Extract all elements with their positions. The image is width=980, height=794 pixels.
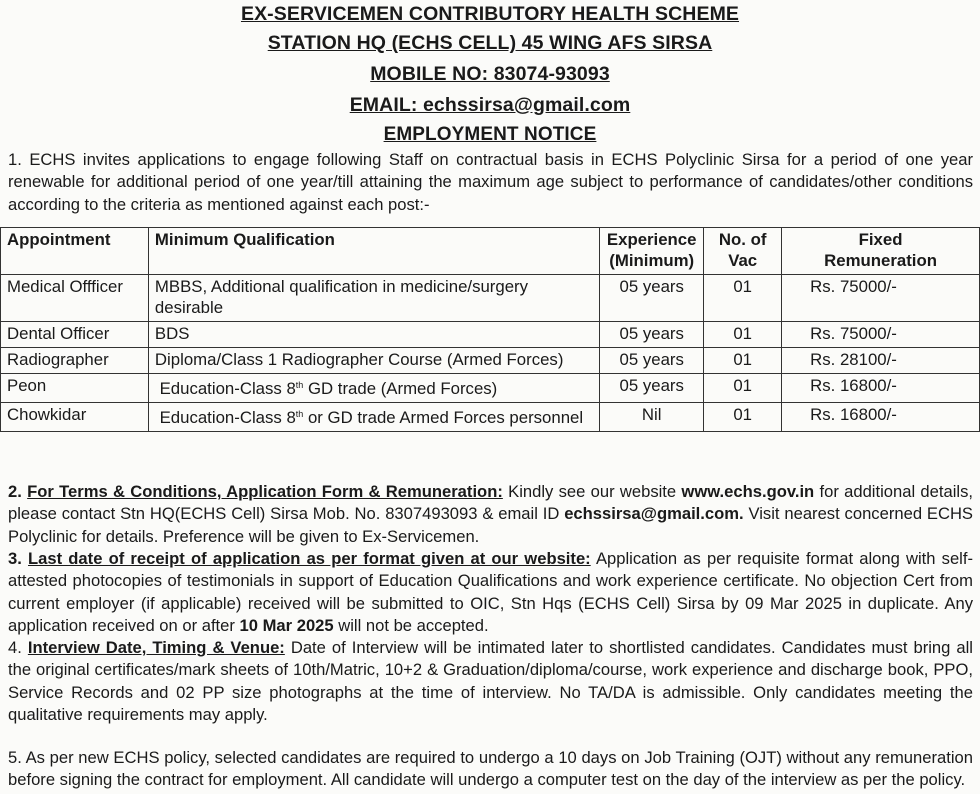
cell-qualification: MBBS, Additional qualification in medicine/surgery desirable [148,275,599,322]
cell-appointment: Peon [1,374,149,403]
cell-qualification: Education-Class 8th GD trade (Armed Forces) [148,374,599,403]
cell-remuneration: Rs. 16800/- [782,403,980,432]
cell-vacancies: 01 [704,348,782,374]
header-qualification: Minimum Qualification [148,228,599,275]
cell-qualification: Diploma/Class 1 Radiographer Course (Armed Forces) [148,348,599,374]
header-remuneration: Fixed Remuneration [782,228,980,275]
interview-heading: Interview Date, Timing & Venue: [27,638,285,657]
header-appointment: Appointment [1,228,149,275]
cell-remuneration: Rs. 75000/- [782,322,980,348]
cell-vacancies: 01 [704,403,782,432]
table-row [1,322,980,348]
cell-vacancies: 01 [704,275,782,322]
terms-heading: For Terms & Conditions, Application Form & Remuneration: [27,482,503,501]
cell-appointment: Chowkidar [1,403,149,432]
table-row [1,348,980,374]
cell-experience: Nil [600,403,704,432]
website-link[interactable]: www.echs.gov.in [681,482,815,501]
cell-remuneration: Rs. 16800/- [782,374,980,403]
cell-qualification: BDS [148,322,599,348]
cell-qualification: Education-Class 8th or GD trade Armed Forces personnel [148,403,599,432]
mobile-number: MOBILE NO: 83074-93093 [370,63,610,85]
cell-remuneration: Rs. 75000/- [782,275,980,322]
station-title: STATION HQ (ECHS CELL) 45 WING AFS SIRSA [267,32,713,54]
email-link[interactable]: echssirsa@gmail.com. [564,504,744,524]
cell-vacancies: 01 [704,322,782,348]
interview-paragraph: 4. Interview Date, Timing & Venue: Date of Interview will be intimated later to shortlisted candidates. Candidates must bring all the original certificates/mark sheets of 10th/Matric, 10+2 & Graduation/diploma/course, work experience and discharge book, PPO, Service Records and 02 PP size photographs at the time of interview. No TA/DA is admissible. Only candidates meeting the qualitative requirements may apply. [8,638,973,724]
table-header-row [1,228,980,275]
cutoff-date: 10 Mar 2025 [239,615,334,635]
header-experience: Experience (Minimum) [600,228,704,275]
cell-experience: 05 years [600,275,704,322]
cell-appointment: Dental Officer [1,322,149,348]
scheme-title: EX-SERVICEMEN CONTRIBUTORY HEALTH SCHEME [240,3,740,25]
email-address: EMAIL: echssirsa@gmail.com [349,94,631,116]
cell-experience: 05 years [600,348,704,374]
last-date-paragraph: 3. Last date of receipt of application as per format given at our website: Application as per requisite format along with self-attested photocopies of testimonials in support of Education Qualifications and work experience certificate. No objection Cert from current employer (if applicable) received will be submitted to OIC, Stn Hqs (ECHS Cell) Sirsa by 09 Mar 2025 in duplicate. Any application received on or after 10 Mar 2025 will not be accepted. [8,549,974,635]
header-vacancies: No. of Vac [704,228,782,275]
cell-experience: 05 years [600,374,704,403]
cell-vacancies: 01 [704,374,782,403]
cell-remuneration: Rs. 28100/- [782,348,980,374]
last-date-heading: Last date of receipt of application as per format given at our website: [28,549,591,568]
terms-paragraph: 2. For Terms & Conditions, Application Form & Remuneration: Kindly see our website www.echs.gov.in for additional details, please contact Stn HQ(ECHS Cell) Sirsa Mob. No. 8307493093 & email ID echssirsa@gmail.com. Visit nearest concerned ECHS Polyclinic for details. Preference will be given to Ex-Servicemen. [8,482,974,546]
notice-title: EMPLOYMENT NOTICE [383,124,597,145]
policy-paragraph: 5. As per new ECHS policy, selected candidates are required to undergo a 10 days on Job Training (OJT) without any remuneration before signing the contract for employment. All candidate will undergo a computer test on the day of the interview as per the policy. [8,748,973,790]
table-row [1,275,980,322]
table-row [1,403,980,432]
table-row [1,374,980,403]
vacancy-table [0,227,980,432]
cell-appointment: Medical Offficer [1,275,149,322]
cell-experience: 05 years [600,322,704,348]
cell-appointment: Radiographer [1,348,149,374]
intro-paragraph: 1. ECHS invites applications to engage following Staff on contractual basis in ECHS Polyclinic Sirsa for a period of one year renewable for additional period of one year/till attaining the maximum age subject to performance of candidates/other conditions according to the criteria as mentioned against each post:- [8,150,973,214]
